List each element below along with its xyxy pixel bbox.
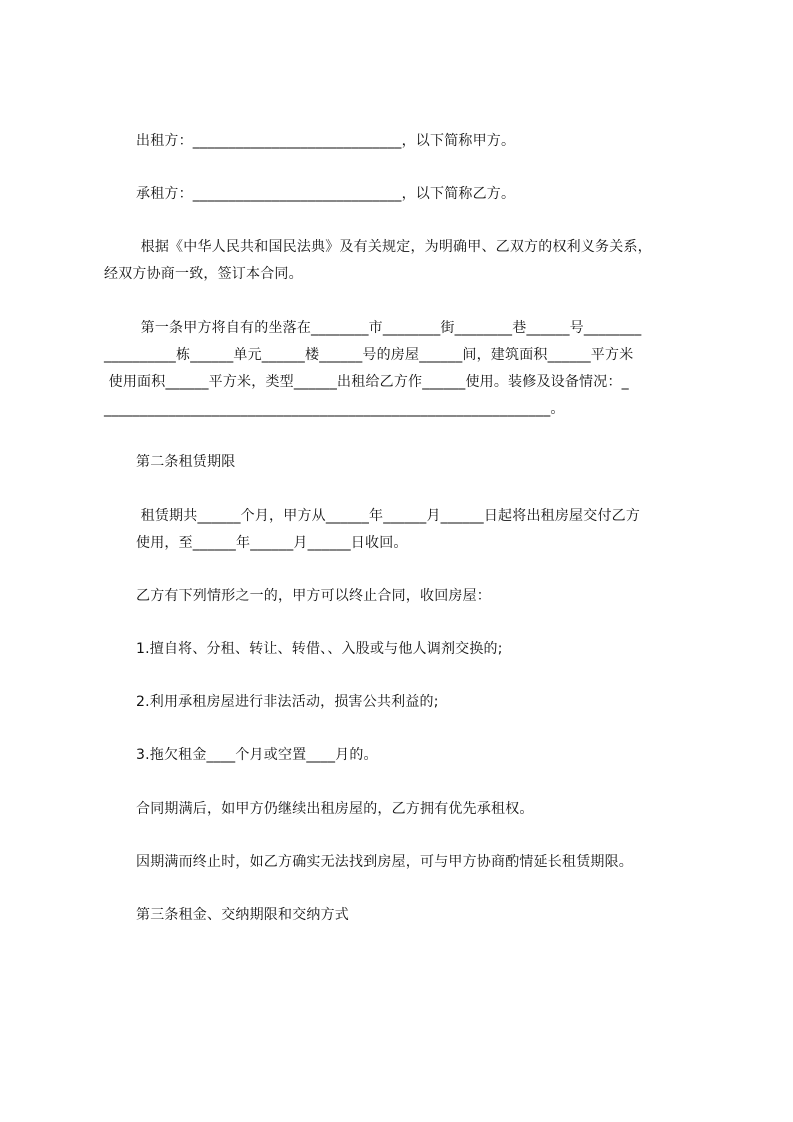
article-2-heading: 第二条租赁期限: [136, 454, 236, 470]
lessor-line: 出租方：_____________________________，以下简称甲方。: [136, 133, 516, 149]
lessee-line: 承租方：_____________________________，以下简称乙方。: [136, 186, 516, 202]
termination-item-3: 3.拖欠租金____个月或空置____月的。: [136, 747, 378, 763]
lease-term-line-2: 使用，至______年______月______日收回。: [136, 535, 408, 551]
article-1-line-3: 使用面积______平方米，类型______出租给乙方作______使用。装修及设备情况：_: [104, 374, 629, 390]
article-1-line-2: __________栋______单元______楼______号的房屋______间，建筑面积______平方米: [104, 347, 634, 363]
termination-intro: 乙方有下列情形之一的，甲方可以终止合同，收回房屋：: [136, 588, 491, 604]
article-1-line-1: 第一条甲方将自有的坐落在________市________街________巷______号________: [136, 320, 642, 336]
preamble-line-2: 经双方协商一致，签订本合同。: [104, 266, 303, 282]
lease-term-line-1: 租赁期共______个月，甲方从______年______月______日起将出租房屋交付乙方: [136, 508, 641, 524]
preamble-line-1: 根据《中华人民共和国民法典》及有关规定，为明确甲、乙双方的权利义务关系，: [136, 239, 652, 255]
extension-clause: 因期满而终止时，如乙方确实无法找到房屋，可与甲方协商酌情延长租赁期限。: [136, 854, 633, 870]
termination-item-1: 1.擅自将、分租、转让、转借、、入股或与他人调剂交换的;: [136, 641, 503, 657]
article-3-heading: 第三条租金、交纳期限和交纳方式: [136, 907, 349, 923]
renewal-priority: 合同期满后，如甲方仍继续出租房屋的，乙方拥有优先承租权。: [136, 801, 534, 817]
article-1-line-4: ______________________________________________________________。: [104, 401, 565, 417]
termination-item-2: 2.利用承租房屋进行非法活动，损害公共利益的;: [136, 694, 439, 710]
